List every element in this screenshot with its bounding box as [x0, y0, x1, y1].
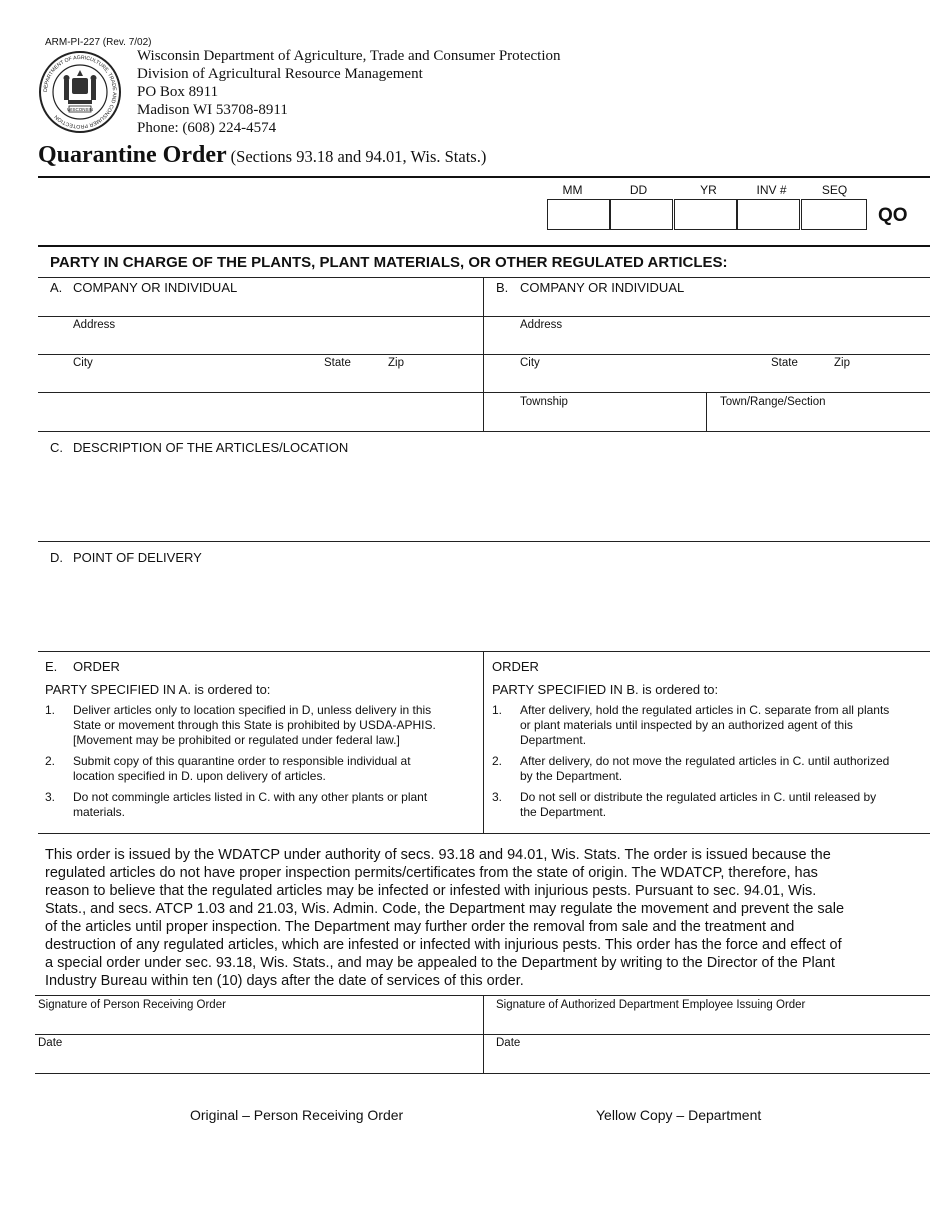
party-top-rule [38, 245, 930, 247]
authority-line: destruction of any regulated articles, which are infested or infected with injurious pests. This order has the force and effect of [45, 937, 842, 953]
party-b-township[interactable]: Township [520, 396, 568, 408]
party-heading: PARTY IN CHARGE OF THE PLANTS, PLANT MATERIALS, OR OTHER REGULATED ARTICLES: [50, 254, 728, 271]
section-c-rule [38, 541, 930, 542]
party-b-letter: B. [496, 280, 509, 295]
authority-statement [45, 846, 925, 990]
item-line: After delivery, do not move the regulated articles in C. until authorized [520, 754, 890, 768]
seal-bottom-text: WISCONSIN [66, 107, 94, 112]
item-line: Do not sell or distribute the regulated articles in C. until released by [520, 790, 877, 804]
party-b-rule-1 [483, 316, 930, 317]
issuer-signature[interactable]: Signature of Authorized Department Employee Issuing Order [496, 999, 806, 1011]
item-number: 3. [492, 790, 503, 804]
section-c-label[interactable]: DESCRIPTION OF THE ARTICLES/LOCATION [73, 440, 349, 455]
qo-label: QO [878, 205, 908, 226]
signature-mid-rule [35, 1034, 930, 1035]
copy-yellow: Yellow Copy – Department [596, 1107, 762, 1123]
signature-bottom-rule [35, 1073, 930, 1074]
copy-original: Original – Person Receiving Order [190, 1107, 404, 1123]
section-d-label[interactable]: POINT OF DELIVERY [73, 550, 202, 565]
party-bottom-rule [38, 431, 930, 432]
section-d-rule [38, 651, 930, 652]
order-a-letter: E. [45, 659, 58, 674]
item-number: 3. [45, 790, 56, 804]
order-divider [483, 651, 484, 833]
state-seal [38, 50, 122, 134]
authority-line: Industry Bureau within ten (10) days after the date of services of this order. [45, 973, 524, 989]
section-c-letter: C. [50, 440, 63, 455]
party-b-city[interactable]: City [520, 357, 540, 369]
party-a-label[interactable]: COMPANY OR INDIVIDUAL [73, 280, 238, 295]
item-line: materials. [73, 805, 126, 819]
mm-label: MM [562, 183, 583, 197]
mm-box[interactable] [547, 199, 610, 230]
party-a-address[interactable]: Address [73, 319, 116, 331]
section-d-letter: D. [50, 550, 63, 565]
inv-label: INV # [756, 183, 787, 197]
item-line: location specified in D. upon delivery of articles. [73, 769, 326, 783]
authority-line: of the articles until proper inspection. The Department may further order the removal from sale and the treatment and [45, 919, 795, 935]
dd-box[interactable] [610, 199, 673, 230]
item-number: 1. [492, 703, 503, 717]
agency-division: Division of Agricultural Resource Management [137, 66, 423, 82]
item-line: Submit copy of this quarantine order to responsible individual at [73, 754, 411, 768]
receiver-signature[interactable]: Signature of Person Receiving Order [38, 999, 226, 1011]
seq-box[interactable] [801, 199, 867, 230]
agency-city: Madison WI 53708-8911 [137, 102, 288, 118]
party-a-zip[interactable]: Zip [388, 357, 404, 369]
item-number: 2. [492, 754, 503, 768]
agency-name: Wisconsin Department of Agriculture, Trade and Consumer Protection [137, 48, 561, 64]
yr-box[interactable] [674, 199, 737, 230]
party-b-address[interactable]: Address [520, 319, 563, 331]
item-line: [Movement may be prohibited or regulated under federal law.] [73, 733, 400, 747]
title-rule [38, 176, 930, 178]
item-line: After delivery, hold the regulated articles in C. separate from all plants [520, 703, 890, 717]
page-title [38, 142, 486, 169]
title-main: Quarantine Order [38, 142, 227, 168]
item-line: by the Department. [520, 769, 623, 783]
item-line: Do not commingle articles listed in C. with any other plants or plant [73, 790, 428, 804]
order-bottom-rule [38, 833, 930, 834]
party-a-rule-3 [38, 392, 483, 393]
party-rule [38, 277, 930, 278]
order-b-heading: ORDER [492, 659, 539, 674]
party-a-city[interactable]: City [73, 357, 93, 369]
order-a-heading: ORDER [73, 659, 120, 674]
yr-label: YR [700, 183, 717, 197]
authority-line: This order is issued by the WDATCP under authority of secs. 93.18 and 94.01, Wis. Stats. The order is issued because the [45, 847, 831, 863]
form-id: ARM-PI-227 (Rev. 7/02) [45, 37, 152, 48]
agency-phone: Phone: (608) 224-4574 [137, 120, 277, 136]
item-number: 1. [45, 703, 56, 717]
agency-po-box: PO Box 8911 [137, 84, 219, 100]
item-line: State or movement through this State is prohibited by USDA-APHIS. [73, 718, 436, 732]
item-number: 2. [45, 754, 56, 768]
inv-box[interactable] [737, 199, 800, 230]
seq-label: SEQ [821, 183, 848, 197]
item-line: Department. [520, 733, 587, 747]
seal-ring-text: DEPARTMENT OF AGRICULTURE, TRADE AND CONSUMER PROTECTION [42, 54, 118, 130]
title-sub: (Sections 93.18 and 94.01, Wis. Stats.) [230, 147, 487, 166]
dd-label: DD [629, 183, 648, 197]
party-a-state[interactable]: State [324, 357, 351, 369]
party-a-letter: A. [50, 280, 63, 295]
party-a-rule-1 [38, 316, 483, 317]
party-b-rule-2 [483, 354, 930, 355]
party-b-zip[interactable]: Zip [834, 357, 850, 369]
issuer-date[interactable]: Date [496, 1037, 521, 1049]
authority-line: a special order under sec. 93.18, Wis. Stats., and may be appealed to the Department by writing to the Director of the Plant [45, 955, 835, 971]
party-a-rule-2 [38, 354, 483, 355]
agency-address [137, 47, 561, 137]
party-b-label[interactable]: COMPANY OR INDIVIDUAL [520, 280, 685, 295]
item-line: or plant materials until inspected by an authorized agent of this [520, 718, 853, 732]
authority-line: reason to believe that the regulated articles may be infected or infested with injurious pests. Pursuant to sec. 94.01, Wis. [45, 883, 817, 899]
party-b-trs[interactable]: Town/Range/Section [720, 396, 826, 408]
authority-line: regulated articles do not have proper inspection permits/certificates from the state of origin. The WDATCP, therefore, has [45, 865, 818, 881]
party-b-state[interactable]: State [771, 357, 798, 369]
receiver-date[interactable]: Date [38, 1037, 63, 1049]
order-a-subheading: PARTY SPECIFIED IN A. is ordered to: [45, 682, 271, 697]
authority-line: Stats., and secs. ATCP 1.03 and 21.03, Wis. Admin. Code, the Department may regulate the movement and prevent the sale [45, 901, 845, 917]
item-line: Deliver articles only to location specified in D, unless delivery in this [73, 703, 432, 717]
township-divider [706, 392, 707, 431]
order-b-subheading: PARTY SPECIFIED IN B. is ordered to: [492, 682, 719, 697]
item-line: the Department. [520, 805, 607, 819]
